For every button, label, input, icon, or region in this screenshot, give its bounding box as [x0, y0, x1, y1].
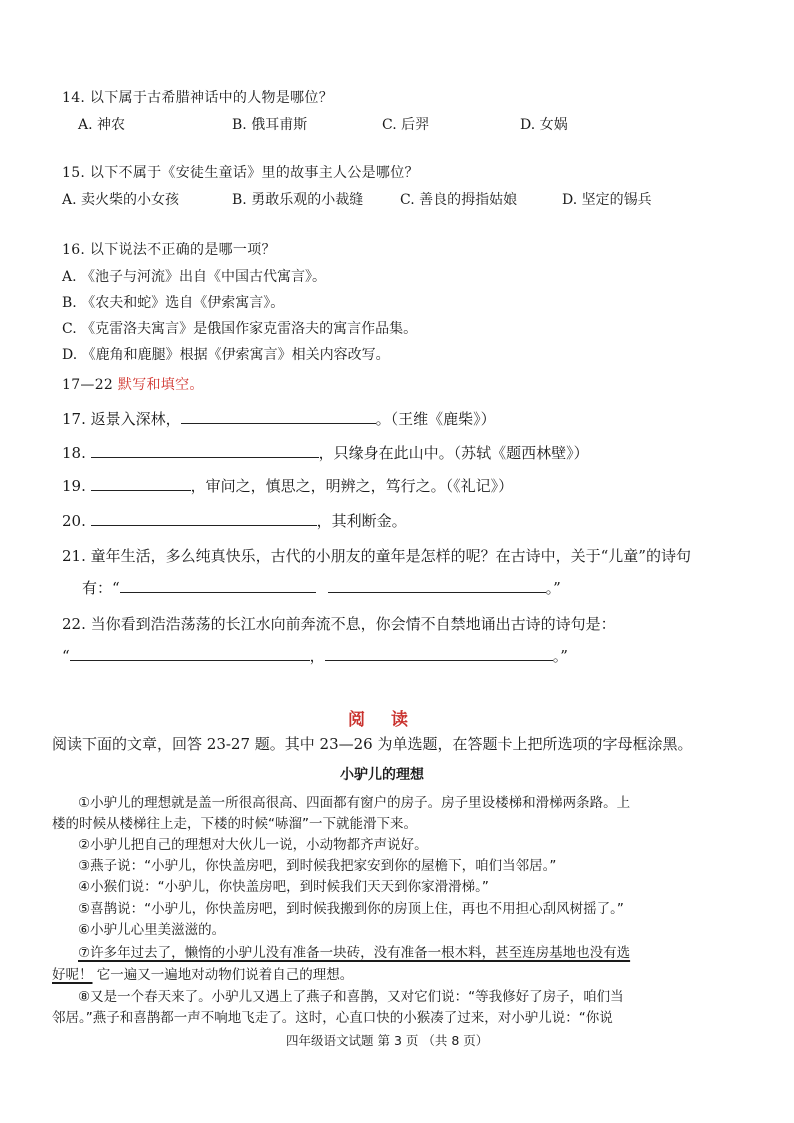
- q21-line2: [82, 577, 561, 598]
- q19-answer-blank[interactable]: [91, 475, 191, 491]
- q15-option-c[interactable]: C. 善良的拇指姑娘: [400, 192, 518, 208]
- q21-suffix: 。”: [545, 579, 561, 597]
- q19-prefix: 19.: [62, 477, 91, 495]
- q16-option-c[interactable]: C. 《克雷洛夫寓言》是俄国作家克雷洛夫的寓言作品集。: [62, 321, 418, 337]
- article-line: ①小驴儿的理想就是盖一所很高很高、四面都有窗户的房子。房子里设楼梯和滑梯两条路。上: [78, 795, 631, 811]
- article-para7-line2: [52, 963, 353, 983]
- q20-suffix: ，其利断金。: [316, 512, 407, 530]
- q19: [62, 475, 513, 496]
- q16-option-a[interactable]: A. 《池子与河流》出自《中国古代寓言》。: [62, 269, 327, 285]
- article-line: 楼的时候从楼梯往上走，下楼的时候“哧溜”一下就能滑下来。: [52, 816, 417, 832]
- q15-option-a[interactable]: A. 卖火柴的小女孩: [62, 192, 180, 208]
- q22-line1: 22. 当你看到浩浩荡荡的长江水向前奔流不息，你会情不自禁地诵出古诗的诗句是：: [62, 615, 616, 633]
- q16-option-d[interactable]: D. 《鹿角和鹿腿》根据《伊索寓言》相关内容改写。: [62, 347, 390, 363]
- q21-line1: 21. 童年生活，多么纯真快乐，古代的小朋友的童年是怎样的呢？在古诗中，关于“儿童”的诗句: [62, 547, 691, 565]
- article-para8-line2: 邻居。”燕子和喜鹊都一声不响地飞走了。这时，心直口快的小猴凑了过来，对小驴儿说：“你说: [52, 1010, 613, 1026]
- q14-option-a[interactable]: A. 神农: [78, 117, 126, 133]
- q22-comma: ，: [309, 647, 325, 665]
- q14-option-b[interactable]: B. 俄耳甫斯: [232, 117, 308, 133]
- q21-prefix: 有：“: [82, 579, 120, 597]
- q15-option-d[interactable]: D. 坚定的锡兵: [562, 192, 652, 208]
- article-line: ⑤喜鹊说：“小驴儿，你快盖房吧，到时候我搬到你的房顶上住，再也不用担心刮风树摇了。”: [78, 901, 624, 917]
- q22-answer-blank-1[interactable]: [70, 645, 310, 661]
- q22-open-quote: “: [62, 647, 70, 665]
- article-para7-underlined-end: 好呢！: [52, 967, 93, 983]
- q17-suffix: 。（王维《鹿柴》）: [375, 410, 496, 428]
- q17: [62, 408, 496, 429]
- fill-section-heading: [62, 374, 204, 394]
- q21-answer-blank-1[interactable]: [120, 577, 316, 593]
- reading-instruction: 阅读下面的文章，回答 23-27 题。其中 23—26 为单选题，在答题卡上把所选项的字母框涂黑。: [52, 735, 693, 753]
- article-title: 小驴儿的理想: [340, 767, 424, 783]
- q19-suffix: ，审问之，慎思之，明辨之，笃行之。（《礼记》）: [190, 477, 514, 495]
- q16-stem: 16. 以下说法不正确的是哪一项？: [62, 242, 276, 258]
- article-para8-line1: ⑧又是一个春天来了。小驴儿又遇上了燕子和喜鹊，又对它们说：“等我修好了房子，咱们当: [78, 989, 624, 1005]
- article-line: ③燕子说：“小驴儿，你快盖房吧，到时候我把家安到你的屋檐下，咱们当邻居。”: [78, 858, 557, 874]
- article-line: ⑥小驴儿心里美滋滋的。: [78, 922, 226, 938]
- q18-prefix: 18.: [62, 444, 91, 462]
- q17-prefix: 17. 返景入深林，: [62, 410, 181, 428]
- q22-close-quote: 。”: [552, 647, 568, 665]
- q18-suffix: ，只缘身在此山中。（苏轼《题西林壁》）: [318, 444, 589, 462]
- q14-stem: 14. 以下属于古希腊神话中的人物是哪位？: [62, 90, 334, 106]
- fill-section-label: 默写和填空。: [117, 377, 204, 393]
- article-line: ④小猴们说：“小驴儿，你快盖房吧，到时候我们天天到你家滑滑梯。”: [78, 879, 489, 895]
- q20-prefix: 20.: [62, 512, 91, 530]
- q16-option-b[interactable]: B. 《农夫和蛇》选自《伊索寓言》。: [62, 295, 285, 311]
- q21-answer-blank-2[interactable]: [328, 577, 546, 593]
- fill-section-range: 17—22: [62, 377, 118, 393]
- q14-option-c[interactable]: C. 后羿: [382, 117, 430, 133]
- page-footer: 四年级语文试题 第 3 页 （共 8 页）: [286, 1033, 489, 1048]
- q18-answer-blank[interactable]: [91, 442, 319, 458]
- q15-stem: 15. 以下不属于《安徒生童话》里的故事主人公是哪位？: [62, 165, 419, 181]
- article-line: ②小驴儿把自己的理想对大伙儿一说，小动物都齐声说好。: [78, 837, 428, 853]
- q22-answer-blank-2[interactable]: [325, 645, 553, 661]
- q14-option-d[interactable]: D. 女娲: [520, 117, 568, 133]
- reading-section-title: 阅读: [348, 710, 434, 730]
- article-para7-rest: 它一遍又一遍地对动物们说着自己的理想。: [96, 967, 354, 983]
- q18: [62, 442, 589, 463]
- q20-answer-blank[interactable]: [91, 510, 317, 526]
- q17-answer-blank[interactable]: [181, 408, 376, 424]
- article-para7-underlined: ⑦许多年过去了，懒惰的小驴儿没有准备一块砖，没有准备一根木料，甚至连房基地也没有选: [78, 945, 631, 961]
- q20: [62, 510, 407, 531]
- q22-line2: [62, 645, 568, 666]
- q15-option-b[interactable]: B. 勇敢乐观的小裁缝: [232, 192, 364, 208]
